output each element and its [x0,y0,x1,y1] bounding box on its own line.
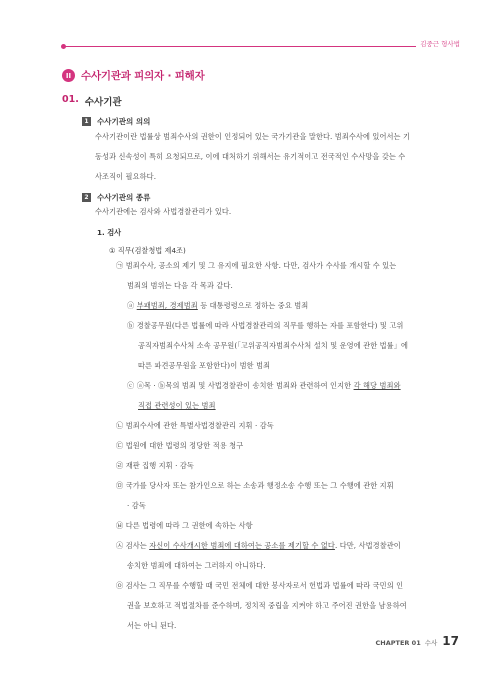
list-item: ㉡ 범죄수사에 관한 특별사법경찰관리 지휘 · 감독 [116,421,274,430]
types-intro [95,202,231,222]
list-item-cont: 권을 보호하고 적법절차를 준수하며, 정치적 중립을 지켜야 하고 주어진 권한을 남용하여 [127,601,407,610]
list-item: ㉤ 국가를 당사자 또는 참가인으로 하는 소송과 행정소송 수행 또는 그 수행에 관한 지휘 [116,481,394,490]
footer-chapter: CHAPTER 01 [375,639,421,647]
heading-number-box: 2 [82,193,91,202]
list-item: ㉦ 검사는 자신이 수사개시한 범죄에 대하여는 공소를 제기할 수 없다. 다만, 사법경찰관이 [116,541,401,550]
duty-text: 직무(검찰청법 제4조) [117,246,186,255]
page-number: 17 [442,634,459,648]
section-title [62,68,205,83]
item-label: 1. 검사 [97,228,122,237]
duty-list [116,256,408,636]
sub-item-a: ⓐ 부패범죄, 경제범죄 등 대통령령으로 정하는 중요 범죄 [127,301,309,310]
item-prosecutor [97,228,121,238]
section-title-text: 수사기관과 피의자 · 피해자 [81,70,205,82]
duty-heading [109,246,186,256]
list-item: ㉢ 법원에 대한 법령의 정당한 적용 청구 [116,441,244,450]
list-item: ㉣ 재판 집행 지휘 · 감독 [116,461,194,470]
list-item-cont: · 감독 [127,501,146,510]
list-item-cont: 송치한 범죄에 대하여는 그러하지 아니하다. [127,561,266,570]
sub-item-c: ⓒ ⓐ목 · ⓑ목의 범죄 및 사법경찰관이 송치한 범죄와 관련하여 인지한 각 해당 범죄와 [127,381,401,390]
list-item: ㉥ 다른 법령에 따라 그 권한에 속하는 사항 [116,521,253,530]
heading-definition [82,116,150,127]
definition-paragraph [95,127,410,187]
heading-number-box: 1 [82,117,91,126]
text-line: 동성과 신속성이 특히 요청되므로, 이에 대처하기 위해서는 유기적이고 전국적인 수사망을 갖는 수 [95,152,406,161]
section-badge: II [62,69,75,82]
sub-item-c-cont: 직접 관련성이 있는 범죄 [138,401,216,410]
page-footer [376,634,459,648]
text-line: 사조직이 필요하다. [95,172,157,181]
text-line: 수사기관이란 법률상 범죄수사의 권한이 인정되어 있는 국가기관을 말한다. 범죄수사에 있어서는 기 [95,132,411,141]
subsection-title-text: 수사기관 [84,97,122,108]
subsection-title [62,94,122,108]
sub-item-b: ⓑ 경찰공무원(다른 법률에 따라 사법경찰관리의 직무를 행하는 자를 포함한다) 및 고위 [127,321,404,330]
subsection-number: 01. [62,94,79,105]
heading-text: 수사기관의 의의 [97,117,151,126]
header-rule [62,46,457,47]
list-item: ㉠ 범죄수사, 공소의 제기 및 그 유지에 필요한 사항. 다만, 검사가 수사를 개시할 수 있는 [116,261,397,270]
heading-text: 수사기관의 종류 [97,193,151,202]
header-book-title: 김중근 형사법 [416,39,460,48]
sub-item-b-cont: 따른 파견공무원을 포함한다)이 범한 범죄 [138,361,271,370]
text-line: 수사기관에는 검사와 사법경찰관리가 있다. [95,207,232,216]
list-item: ㉧ 검사는 그 직무를 수행할 때 국민 전체에 대한 봉사자로서 헌법과 법률에 따라 국민의 인 [116,581,404,590]
footer-chapter-name: 수사 [424,639,438,647]
sub-item-b-cont: 공직자범죄수사처 소속 공무원(「고위공직자범죄수사처 설치 및 운영에 관한 법률」에 [138,341,409,350]
list-item-cont: 범죄의 범위는 다음 각 목과 같다. [127,281,233,290]
list-item-cont: 서는 아니 된다. [127,621,177,630]
list-marker: ① [109,246,116,255]
